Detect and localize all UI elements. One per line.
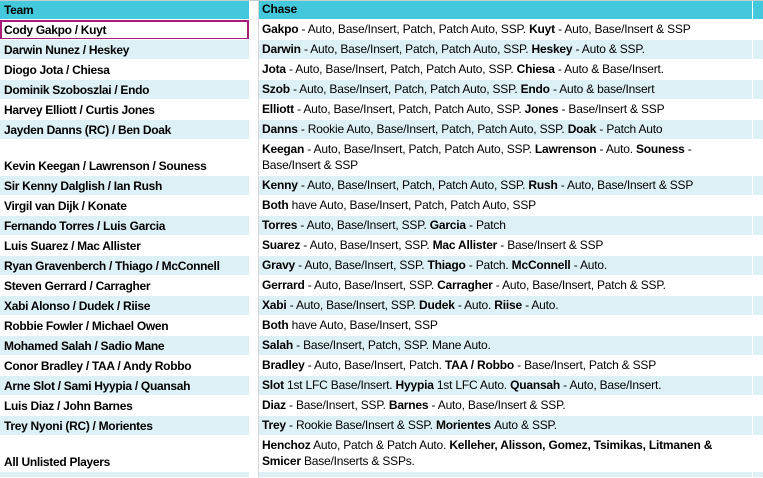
table-row <box>0 120 763 140</box>
chase-cell[interactable] <box>258 256 752 276</box>
chase-name-bold: Jones <box>524 102 559 116</box>
chase-detail-text: - Auto. <box>570 258 607 272</box>
chase-cell[interactable] <box>258 140 752 176</box>
table-row <box>0 60 763 80</box>
team-cell[interactable]: Sir Kenny Dalglish / Ian Rush <box>0 176 249 196</box>
chase-detail-text: - Base/Insert & SSP <box>497 238 604 252</box>
chase-cell[interactable] <box>258 100 752 120</box>
adjacent-column-cell[interactable] <box>752 60 763 80</box>
chase-detail-text: - Base/Insert, Patch & SSP <box>514 358 657 372</box>
column-gap <box>249 236 258 256</box>
chase-detail-text: - Auto, Base/Insert, Patch, Patch Auto, SSP. <box>300 42 532 56</box>
column-gap <box>249 140 258 176</box>
table-row <box>0 176 763 196</box>
column-gap <box>249 60 258 80</box>
chase-name-bold: Elliott <box>262 102 294 116</box>
chase-cell[interactable] <box>258 356 752 376</box>
team-column-header[interactable]: Team <box>0 1 249 20</box>
chase-detail-text: - Rookie Auto, Base/Insert, Patch, Patch Auto, SSP. <box>297 122 568 136</box>
chase-cell[interactable] <box>258 120 752 140</box>
column-gap <box>249 416 258 436</box>
chase-name-bold: Both <box>262 198 289 212</box>
chase-name-bold: Thiago <box>427 258 466 272</box>
column-gap <box>249 376 258 396</box>
adjacent-column-cell[interactable] <box>752 20 763 40</box>
team-cell[interactable]: Kevin Keegan / Lawrenson / Souness <box>0 140 249 176</box>
adjacent-column-cell[interactable] <box>752 236 763 256</box>
chase-cell[interactable] <box>258 196 752 216</box>
chase-name-bold: Both <box>262 318 289 332</box>
chase-detail-text: Auto, Patch & Patch Auto. <box>310 438 450 452</box>
chase-detail-text: - Auto, Base/Insert, Patch, Patch Auto, SSP. <box>304 142 535 156</box>
chase-detail-text: - Base/Insert & SSP <box>558 102 665 116</box>
column-gap <box>249 1 258 20</box>
chase-name-bold: Barnes <box>388 398 429 412</box>
team-cell[interactable]: Harvey Elliott / Curtis Jones <box>0 100 249 120</box>
team-cell[interactable]: Luis Diaz / John Barnes <box>0 396 249 416</box>
chase-name-bold: Garcia <box>429 218 466 232</box>
chase-detail-text: - Auto, Base/Insert, Patch, Patch Auto, SSP. <box>289 82 521 96</box>
table-row <box>0 236 763 256</box>
chase-detail-text: - Auto, Base/Insert, Patch, Patch Auto, SSP. <box>285 62 517 76</box>
chase-cell[interactable] <box>258 80 752 100</box>
adjacent-column-cell[interactable] <box>752 296 763 316</box>
team-cell-selected[interactable]: Cody Gakpo / Kuyt <box>0 20 249 40</box>
table-row <box>0 356 763 376</box>
chase-cell[interactable] <box>258 416 752 436</box>
adjacent-column-cell[interactable] <box>752 336 763 356</box>
chase-detail-text: - Auto. <box>521 298 559 312</box>
column-gap <box>249 276 258 296</box>
team-cell[interactable]: Mohamed Salah / Sadio Mane <box>0 336 249 356</box>
table-row <box>0 396 763 416</box>
chase-detail-text: - Base/Insert & SSP <box>262 142 695 172</box>
adjacent-column-cell[interactable] <box>752 216 763 236</box>
table-body <box>0 20 763 472</box>
table-row <box>0 196 763 216</box>
chase-detail-text: - Auto, Base/Insert, Patch, Patch Auto, SSP. <box>297 178 529 192</box>
chase-name-bold: Doak <box>567 122 597 136</box>
chase-cell[interactable] <box>258 236 752 256</box>
chase-cell[interactable] <box>258 316 752 336</box>
chase-name-bold: Rush <box>528 178 558 192</box>
chase-cell[interactable] <box>258 436 752 472</box>
chase-cell[interactable] <box>258 60 752 80</box>
column-gap <box>249 296 258 316</box>
chase-cell[interactable] <box>258 472 752 478</box>
adjacent-column-cell[interactable] <box>752 276 763 296</box>
chase-name-bold: Mac Allister <box>432 238 498 252</box>
column-gap <box>249 256 258 276</box>
column-gap <box>249 436 258 472</box>
chase-detail-text: - Auto, Base/Insert, Patch, Patch Auto, SSP. <box>298 22 530 36</box>
chase-name-bold: Chiesa <box>516 62 555 76</box>
chase-detail-text: - Patch. <box>465 258 512 272</box>
adjacent-column-cell[interactable] <box>752 100 763 120</box>
chase-name-bold: Henchoz <box>262 438 311 452</box>
adjacent-column-cell[interactable] <box>752 196 763 216</box>
column-gap <box>249 356 258 376</box>
chase-detail-text: - Auto, Base/Insert, SSP. <box>304 278 438 292</box>
table-row <box>0 316 763 336</box>
column-gap <box>249 216 258 236</box>
chase-detail-text: have Auto, Base/Insert, SSP <box>288 318 438 332</box>
chase-detail-text: - Auto, Base/Insert & SSP. <box>428 398 566 412</box>
team-cell[interactable]: Ryan Gravenberch / Thiago / McConnell <box>0 256 249 276</box>
table-row <box>0 20 763 40</box>
chase-name-bold: Darwin <box>262 42 301 56</box>
adjacent-column-cell[interactable] <box>752 376 763 396</box>
column-gap <box>249 196 258 216</box>
chase-name-bold: Souness <box>635 142 685 156</box>
column-gap <box>249 40 258 60</box>
chase-name-bold: Kelleher, Alisson, Gomez, Tsimikas, Litmanen & Smicer <box>262 438 716 468</box>
chase-name-bold: Bradley <box>262 358 305 372</box>
table-row <box>0 80 763 100</box>
chase-name-bold: Gerrard <box>262 278 305 292</box>
chase-detail-text: - Auto. <box>596 142 636 156</box>
chase-detail-text: - Auto, Base/Insert, SSP. <box>297 218 430 232</box>
chase-name-bold: Keegan <box>262 142 305 156</box>
adjacent-column-cell[interactable] <box>752 40 763 60</box>
chase-name-bold: Kenny <box>262 178 298 192</box>
chase-name-bold: Xabi <box>262 298 287 312</box>
chase-name-bold: Slot <box>262 378 284 392</box>
adjacent-column-cell[interactable] <box>752 436 763 472</box>
chase-detail-text: - Auto, Base/Insert, Patch. <box>304 358 445 372</box>
chase-cell[interactable] <box>258 376 752 396</box>
chase-name-bold: Carragher <box>437 278 493 292</box>
team-cell[interactable]: Xabi Alonso / Dudek / Riise <box>0 296 249 316</box>
table-row <box>0 436 763 472</box>
table-row <box>0 276 763 296</box>
table-row <box>0 336 763 356</box>
chase-name-bold: Riise <box>494 298 522 312</box>
chase-name-bold: Hyypia <box>395 378 434 392</box>
chase-name-bold: McConnell <box>511 258 571 272</box>
header-row <box>0 0 763 20</box>
adjacent-column-cell[interactable] <box>752 316 763 336</box>
chase-detail-text: - Base/Insert, SSP. <box>285 398 389 412</box>
adjacent-column-cell[interactable] <box>752 256 763 276</box>
chase-name-bold: Dudek <box>419 298 455 312</box>
column-gap <box>249 336 258 356</box>
team-cell[interactable]: Jayden Danns (RC) / Ben Doak <box>0 120 249 140</box>
team-cell[interactable]: All Unlisted Players <box>0 436 249 472</box>
chase-name-bold: TAA / Robbo <box>444 358 515 372</box>
table-row <box>0 416 763 436</box>
chase-detail-text: - Auto, Base/Insert & SSP <box>557 178 694 192</box>
adjacent-column-header[interactable] <box>752 1 763 20</box>
table-row <box>0 256 763 276</box>
chase-column-header[interactable]: Chase <box>258 1 752 20</box>
column-gap <box>249 120 258 140</box>
chase-name-bold: Kuyt <box>529 22 555 36</box>
column-gap <box>249 80 258 100</box>
chase-name-bold: Torres <box>262 218 298 232</box>
chase-detail-text: - Auto & Base/Insert. <box>554 62 664 76</box>
chase-detail-text: - Auto & SSP. <box>572 42 645 56</box>
chase-detail-text: Auto & SSP. <box>490 418 557 432</box>
adjacent-column-cell[interactable] <box>752 80 763 100</box>
adjacent-column-cell[interactable] <box>752 120 763 140</box>
team-cell[interactable]: Diogo Jota / Chiesa <box>0 60 249 80</box>
team-cell[interactable]: Trey Nyoni (RC) / Morientes <box>0 416 249 436</box>
adjacent-column-cell[interactable] <box>752 176 763 196</box>
team-cell[interactable]: Virgil van Dijk / Konate <box>0 196 249 216</box>
chase-detail-text: - Auto & base/Insert <box>549 82 655 96</box>
column-gap <box>249 176 258 196</box>
chase-cell[interactable] <box>258 336 752 356</box>
column-gap <box>249 396 258 416</box>
column-gap <box>249 20 258 40</box>
chase-name-bold: Lawrenson <box>534 142 597 156</box>
chase-detail-text: - Auto, Base/Insert, SSP. <box>300 238 433 252</box>
chase-cell[interactable] <box>258 40 752 60</box>
team-cell[interactable]: Darwin Nunez / Heskey <box>0 40 249 60</box>
chase-name-bold: Gravy <box>262 258 296 272</box>
chase-detail-text: - Patch <box>465 218 506 232</box>
team-cell[interactable]: Dominik Szoboszlai / Endo <box>0 80 249 100</box>
chase-detail-text: - Auto, Base/Insert, Patch & SSP. <box>492 278 666 292</box>
chase-detail-text: - Auto, Base/Insert, SSP. <box>295 258 428 272</box>
chase-name-bold: Danns <box>262 122 298 136</box>
chase-detail-text: - Rookie Base/Insert & SSP. <box>285 418 436 432</box>
team-cell[interactable]: Robbie Fowler / Michael Owen <box>0 316 249 336</box>
adjacent-column-cell[interactable] <box>752 416 763 436</box>
partial-next-row <box>0 472 763 478</box>
adjacent-column-cell[interactable] <box>752 140 763 176</box>
chase-detail-text: - Auto, Base/Insert. <box>560 378 662 392</box>
chase-name-bold: Gakpo <box>262 22 299 36</box>
chase-cell[interactable] <box>258 396 752 416</box>
chase-detail-text: - Auto. <box>454 298 495 312</box>
table-row <box>0 296 763 316</box>
team-cell[interactable]: Luis Suarez / Mac Allister <box>0 236 249 256</box>
chase-detail-text: - Auto, Base/Insert, Patch, Patch Auto, SSP. <box>293 102 525 116</box>
team-cell[interactable]: Conor Bradley / TAA / Andy Robbo <box>0 356 249 376</box>
team-cell[interactable] <box>0 472 249 478</box>
chase-name-bold: Jota <box>262 62 286 76</box>
chase-detail-text: 1st LFC Auto. <box>433 378 511 392</box>
adjacent-column-cell[interactable] <box>752 396 763 416</box>
chase-cell[interactable] <box>258 296 752 316</box>
column-gap <box>249 472 258 478</box>
table-row <box>0 100 763 120</box>
chase-cell[interactable] <box>258 276 752 296</box>
chase-name-bold: Quansah <box>510 378 561 392</box>
adjacent-column-cell[interactable] <box>752 356 763 376</box>
chase-name-bold: Morientes <box>435 418 491 432</box>
chase-cell[interactable] <box>258 176 752 196</box>
column-gap <box>249 100 258 120</box>
chase-detail-text: - Auto, Base/Insert & SSP <box>554 22 691 36</box>
chase-detail-text: 1st LFC Base/Insert. <box>283 378 396 392</box>
table-row <box>0 40 763 60</box>
column-gap <box>249 316 258 336</box>
chase-detail-text: - Base/Insert, Patch, SSP. Mane Auto. <box>293 338 491 352</box>
chase-detail-text: - Patch Auto <box>596 122 663 136</box>
chase-name-bold: Suarez <box>262 238 301 252</box>
team-cell[interactable]: Fernando Torres / Luis Garcia <box>0 216 249 236</box>
chase-detail-text: Base/Inserts & SSPs. <box>300 454 415 468</box>
chase-name-bold: Trey <box>262 418 286 432</box>
chase-detail-text: - Auto, Base/Insert, SSP. <box>286 298 420 312</box>
team-cell[interactable]: Steven Gerrard / Carragher <box>0 276 249 296</box>
chase-detail-text: have Auto, Base/Insert, Patch, Patch Auto, SSP <box>288 198 536 212</box>
chase-name-bold: Salah <box>262 338 294 352</box>
chase-name-bold: Endo <box>520 82 550 96</box>
chase-cell[interactable] <box>258 20 752 40</box>
table-row <box>0 376 763 396</box>
chase-name-bold: Heskey <box>531 42 573 56</box>
team-cell[interactable]: Arne Slot / Sami Hyypia / Quansah <box>0 376 249 396</box>
chase-cell[interactable] <box>258 216 752 236</box>
chase-name-bold: Szob <box>262 82 290 96</box>
chase-name-bold: Diaz <box>262 398 286 412</box>
table-row <box>0 140 763 176</box>
adjacent-column-cell[interactable] <box>752 472 763 478</box>
table-row <box>0 216 763 236</box>
